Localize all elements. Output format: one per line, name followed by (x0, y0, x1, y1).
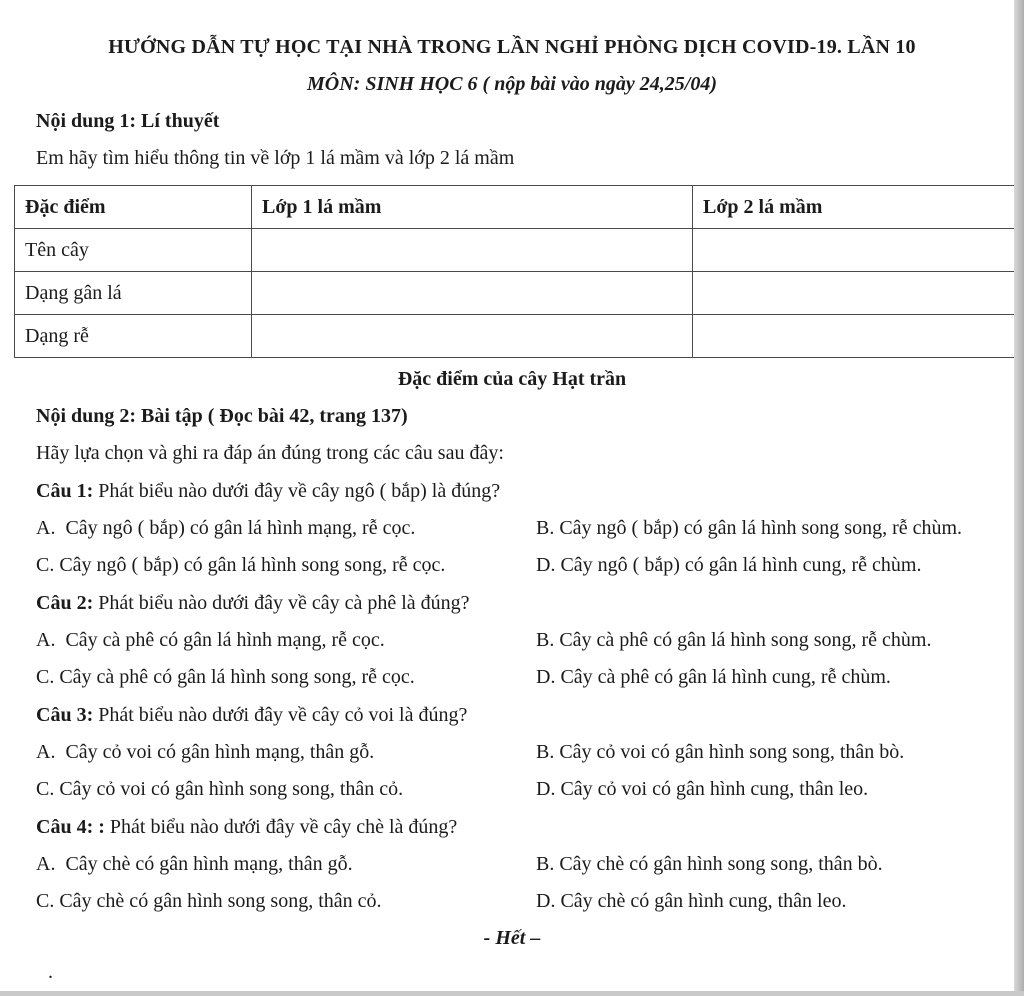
question-2-label: Câu 2: (36, 592, 94, 614)
question-4-option-a: A. Cây chè có gân hình mạng, thân gỗ. (36, 853, 353, 875)
question-block-4 (14, 815, 1010, 913)
question-2-option-a: A. Cây cà phê có gân lá hình mạng, rễ cọc. (36, 629, 385, 651)
table-header-lop-2: Lớp 2 lá mầm (693, 186, 1024, 229)
question-1-option-a: A. Cây ngô ( bắp) có gân lá hình mạng, rễ cọc. (36, 517, 416, 539)
question-1-label: Câu 1: (36, 480, 94, 502)
stray-dot: . (48, 961, 53, 983)
table-header-dac-diem: Đặc điểm (15, 186, 252, 229)
question-3-option-a: A. Cây cỏ voi có gân hình mạng, thân gỗ. (36, 741, 375, 763)
question-1-option-d: D. Cây ngô ( bắp) có gân lá hình cung, rễ chùm. (536, 554, 922, 576)
question-1-option-b: B. Cây ngô ( bắp) có gân lá hình song song, rễ chùm. (536, 517, 963, 539)
section2-intro: Hãy lựa chọn và ghi ra đáp án đúng trong các câu sau đây: (36, 442, 504, 464)
question-3-option-d: D. Cây cỏ voi có gân hình cung, thân leo. (536, 778, 869, 800)
characteristics-table (14, 185, 1024, 358)
question-4-options-row-1 (36, 852, 1010, 876)
question-4-label: Câu 4: : (36, 816, 105, 838)
empty-cell (693, 272, 1024, 315)
row-label: Dạng rễ (15, 315, 252, 358)
photo-edge-right (1014, 0, 1024, 996)
question-1-text: Phát biểu nào dưới đây về cây ngô ( bắp) là đúng? (93, 480, 501, 502)
question-2-option-d: D. Cây cà phê có gân lá hình cung, rễ chùm. (536, 666, 891, 688)
page-title: HƯỚNG DẪN TỰ HỌC TẠI NHÀ TRONG LẦN NGHỈ PHÒNG DỊCH COVID-19. LẦN 10 (108, 36, 916, 58)
question-3-option-b: B. Cây cỏ voi có gân hình song song, thân bò. (536, 741, 905, 763)
document-body (0, 109, 1024, 983)
empty-cell (252, 315, 693, 358)
table-row (15, 272, 1024, 315)
row-label: Tên cây (15, 229, 252, 272)
question-4-option-c: C. Cây chè có gân hình song song, thân cỏ. (36, 890, 382, 912)
question-block-2 (14, 591, 1010, 689)
question-4-option-b: B. Cây chè có gân hình song song, thân bò. (536, 853, 883, 875)
question-2-text: Phát biểu nào dưới đây về cây cà phê là đúng? (93, 592, 470, 614)
question-3-options-row-2 (36, 777, 1010, 801)
question-4-heading (36, 815, 1010, 839)
table-row (15, 229, 1024, 272)
empty-cell (693, 315, 1024, 358)
question-4-option-d: D. Cây chè có gân hình cung, thân leo. (536, 890, 847, 912)
section1-heading: Nội dung 1: Lí thuyết (36, 110, 220, 132)
question-3-option-c: C. Cây cỏ voi có gân hình song song, thân cỏ. (36, 778, 404, 800)
question-2-options-row-1 (36, 628, 1010, 652)
photo-edge-bottom (0, 991, 1024, 996)
page-subtitle: MÔN: SINH HỌC 6 ( nộp bài vào ngày 24,25/04) (306, 73, 717, 95)
empty-cell (252, 229, 693, 272)
question-3-text: Phát biểu nào dưới đây về cây cỏ voi là đúng? (93, 704, 468, 726)
section2-heading: Nội dung 2: Bài tập ( Đọc bài 42, trang 137) (36, 405, 408, 427)
question-3-label: Câu 3: (36, 704, 94, 726)
table-header-row (15, 186, 1024, 229)
question-4-text: Phát biểu nào dưới đây về cây chè là đúng? (104, 816, 458, 838)
empty-cell (252, 272, 693, 315)
table-caption: Đặc điểm của cây Hạt trần (397, 368, 627, 390)
table-row (15, 315, 1024, 358)
row-label: Dạng gân lá (15, 272, 252, 315)
end-marker: - Hết – (483, 927, 541, 949)
question-3-heading (36, 703, 1010, 727)
question-4-options-row-2 (36, 889, 1010, 913)
table-header-lop-1: Lớp 1 lá mầm (252, 186, 693, 229)
section1-intro: Em hãy tìm hiểu thông tin về lớp 1 lá mầm và lớp 2 lá mầm (36, 147, 515, 169)
empty-cell (693, 229, 1024, 272)
question-2-option-b: B. Cây cà phê có gân lá hình song song, rễ chùm. (536, 629, 932, 651)
question-1-options-row-1 (36, 516, 1010, 540)
question-2-option-c: C. Cây cà phê có gân lá hình song song, rễ cọc. (36, 666, 415, 688)
question-1-options-row-2 (36, 553, 1010, 577)
question-2-options-row-2 (36, 665, 1010, 689)
question-2-heading (36, 591, 1010, 615)
question-3-options-row-1 (36, 740, 1010, 764)
question-1-option-c: C. Cây ngô ( bắp) có gân lá hình song song, rễ cọc. (36, 554, 446, 576)
question-block-1 (14, 479, 1010, 577)
question-1-heading (36, 479, 1010, 503)
question-block-3 (14, 703, 1010, 801)
